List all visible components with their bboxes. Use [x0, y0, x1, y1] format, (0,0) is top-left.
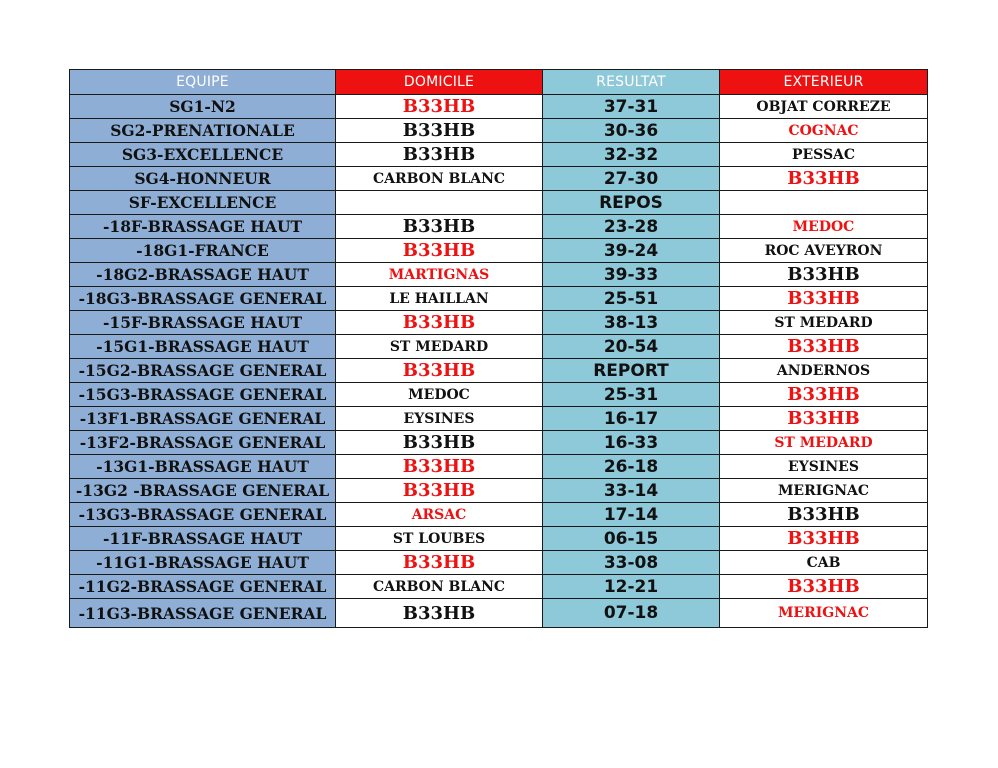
- result-cell: 23-28: [543, 215, 720, 239]
- team-cell: -13G1-BRASSAGE HAUT: [70, 455, 336, 479]
- home-team-cell: MARTIGNAS: [336, 263, 543, 287]
- result-cell: 38-13: [543, 311, 720, 335]
- away-team-cell: B33HB: [720, 335, 928, 359]
- away-team-cell: ANDERNOS: [720, 359, 928, 383]
- home-team-cell: B33HB: [336, 359, 543, 383]
- away-team-cell: ST MEDARD: [720, 311, 928, 335]
- away-team-cell: ROC AVEYRON: [720, 239, 928, 263]
- result-cell: 33-08: [543, 551, 720, 575]
- home-team-cell: [336, 191, 543, 215]
- table-row: [70, 167, 928, 191]
- header-domicile: DOMICILE: [336, 70, 543, 95]
- home-team-cell: ST MEDARD: [336, 335, 543, 359]
- team-cell: -13F2-BRASSAGE GENERAL: [70, 431, 336, 455]
- team-cell: SG3-EXCELLENCE: [70, 143, 336, 167]
- home-team-cell: B33HB: [336, 215, 543, 239]
- away-team-cell: CAB: [720, 551, 928, 575]
- team-cell: -18G2-BRASSAGE HAUT: [70, 263, 336, 287]
- table-row: [70, 119, 928, 143]
- result-cell: 25-51: [543, 287, 720, 311]
- table-row: [70, 407, 928, 431]
- home-team-cell: ARSAC: [336, 503, 543, 527]
- team-cell: -11G2-BRASSAGE GENERAL: [70, 575, 336, 599]
- table-row: [70, 527, 928, 551]
- result-cell: 32-32: [543, 143, 720, 167]
- team-cell: -11F-BRASSAGE HAUT: [70, 527, 336, 551]
- away-team-cell: [720, 191, 928, 215]
- team-cell: -18G1-FRANCE: [70, 239, 336, 263]
- team-cell: -18F-BRASSAGE HAUT: [70, 215, 336, 239]
- home-team-cell: B33HB: [336, 599, 543, 628]
- table-row: [70, 239, 928, 263]
- table-row: [70, 311, 928, 335]
- home-team-cell: B33HB: [336, 119, 543, 143]
- table-row: [70, 287, 928, 311]
- result-cell: 30-36: [543, 119, 720, 143]
- away-team-cell: B33HB: [720, 407, 928, 431]
- team-cell: SF-EXCELLENCE: [70, 191, 336, 215]
- team-cell: -13G2 -BRASSAGE GENERAL: [70, 479, 336, 503]
- table-row: [70, 575, 928, 599]
- home-team-cell: CARBON BLANC: [336, 167, 543, 191]
- table-row: [70, 143, 928, 167]
- home-team-cell: B33HB: [336, 455, 543, 479]
- team-cell: -11G3-BRASSAGE GENERAL: [70, 599, 336, 628]
- home-team-cell: B33HB: [336, 143, 543, 167]
- team-cell: -15G1-BRASSAGE HAUT: [70, 335, 336, 359]
- table-row: [70, 479, 928, 503]
- team-cell: SG4-HONNEUR: [70, 167, 336, 191]
- away-team-cell: ST MEDARD: [720, 431, 928, 455]
- result-cell: 20-54: [543, 335, 720, 359]
- header-resultat: RESULTAT: [543, 70, 720, 95]
- team-cell: SG1-N2: [70, 95, 336, 119]
- home-team-cell: B33HB: [336, 239, 543, 263]
- away-team-cell: B33HB: [720, 503, 928, 527]
- header-row: [70, 70, 928, 95]
- result-cell: 16-33: [543, 431, 720, 455]
- away-team-cell: MERIGNAC: [720, 479, 928, 503]
- team-cell: -13G3-BRASSAGE GENERAL: [70, 503, 336, 527]
- team-cell: -11G1-BRASSAGE HAUT: [70, 551, 336, 575]
- result-cell: REPOS: [543, 191, 720, 215]
- home-team-cell: LE HAILLAN: [336, 287, 543, 311]
- team-cell: -15G2-BRASSAGE GENERAL: [70, 359, 336, 383]
- team-cell: -13F1-BRASSAGE GENERAL: [70, 407, 336, 431]
- table-row: [70, 383, 928, 407]
- table-row: [70, 455, 928, 479]
- team-cell: -18G3-BRASSAGE GENERAL: [70, 287, 336, 311]
- table-row: [70, 359, 928, 383]
- table-row: [70, 431, 928, 455]
- result-cell: 06-15: [543, 527, 720, 551]
- away-team-cell: COGNAC: [720, 119, 928, 143]
- table-row: [70, 503, 928, 527]
- table-row: [70, 335, 928, 359]
- header-equipe: EQUIPE: [70, 70, 336, 95]
- result-cell: 17-14: [543, 503, 720, 527]
- away-team-cell: MEDOC: [720, 215, 928, 239]
- result-cell: 12-21: [543, 575, 720, 599]
- home-team-cell: MEDOC: [336, 383, 543, 407]
- home-team-cell: B33HB: [336, 95, 543, 119]
- home-team-cell: B33HB: [336, 479, 543, 503]
- home-team-cell: B33HB: [336, 431, 543, 455]
- away-team-cell: B33HB: [720, 287, 928, 311]
- result-cell: 39-33: [543, 263, 720, 287]
- table-row: [70, 263, 928, 287]
- away-team-cell: B33HB: [720, 575, 928, 599]
- result-cell: REPORT: [543, 359, 720, 383]
- table-row: [70, 599, 928, 628]
- result-cell: 33-14: [543, 479, 720, 503]
- table-row: [70, 95, 928, 119]
- result-cell: 16-17: [543, 407, 720, 431]
- away-team-cell: OBJAT CORREZE: [720, 95, 928, 119]
- away-team-cell: PESSAC: [720, 143, 928, 167]
- team-cell: -15F-BRASSAGE HAUT: [70, 311, 336, 335]
- team-cell: -15G3-BRASSAGE GENERAL: [70, 383, 336, 407]
- home-team-cell: ST LOUBES: [336, 527, 543, 551]
- away-team-cell: B33HB: [720, 383, 928, 407]
- results-table: [69, 69, 928, 628]
- result-cell: 26-18: [543, 455, 720, 479]
- away-team-cell: B33HB: [720, 263, 928, 287]
- away-team-cell: B33HB: [720, 167, 928, 191]
- table-row: [70, 215, 928, 239]
- away-team-cell: EYSINES: [720, 455, 928, 479]
- table-row: [70, 191, 928, 215]
- away-team-cell: B33HB: [720, 527, 928, 551]
- home-team-cell: B33HB: [336, 311, 543, 335]
- result-cell: 07-18: [543, 599, 720, 628]
- home-team-cell: CARBON BLANC: [336, 575, 543, 599]
- table-row: [70, 551, 928, 575]
- team-cell: SG2-PRENATIONALE: [70, 119, 336, 143]
- result-cell: 27-30: [543, 167, 720, 191]
- result-cell: 25-31: [543, 383, 720, 407]
- header-exterieur: EXTERIEUR: [720, 70, 928, 95]
- result-cell: 39-24: [543, 239, 720, 263]
- results-body: [70, 95, 928, 628]
- result-cell: 37-31: [543, 95, 720, 119]
- away-team-cell: MERIGNAC: [720, 599, 928, 628]
- home-team-cell: EYSINES: [336, 407, 543, 431]
- home-team-cell: B33HB: [336, 551, 543, 575]
